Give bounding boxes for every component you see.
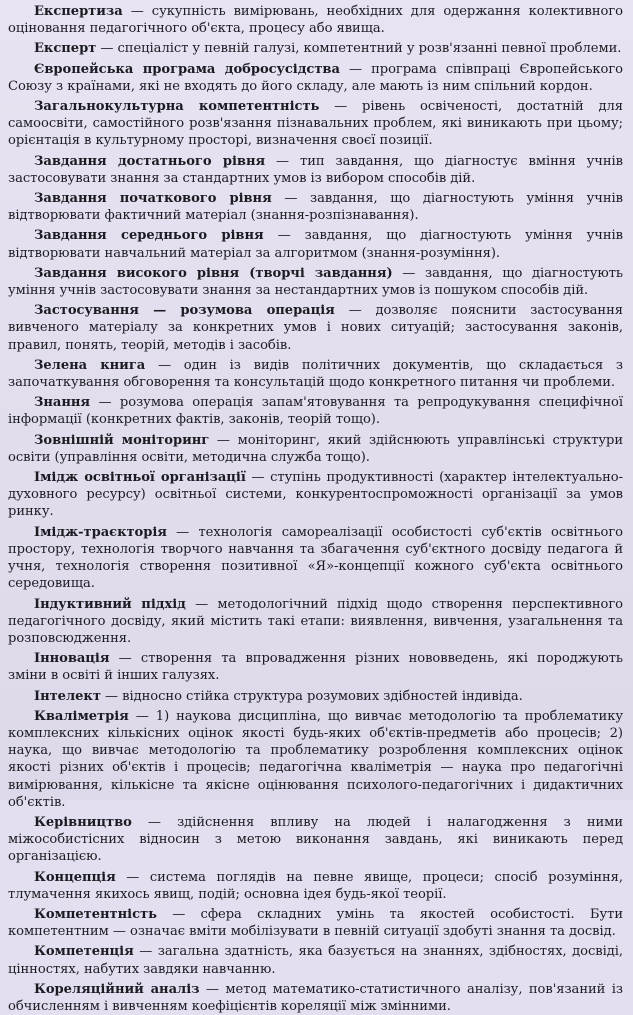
entry-definition: — дозволяє пояснити застосування вивченого матеріалу за конкретних умов і нових ситуацій; застосування законів, правил, понять, теорій, методів і засобів. — [8, 303, 624, 353]
entry-definition: — метод математико-статистичного аналізу, пов'язаний із обчисленням і вивченням коефіцієнтів кореляції між змінними. — [8, 981, 624, 1014]
entry-definition: — система поглядів на певне явище, процеси; спосіб розуміння, тлумачення якихось явищ, подій; основна ідея будь-якої теорії. — [8, 869, 623, 902]
entry-intelekt — [8, 688, 623, 705]
entry-term: Знання — [34, 395, 91, 411]
entry-kompetentsiia — [8, 943, 623, 977]
entry-definition: — програма співпраці Європейського Союзу з країнами, які не входять до його складу, але мають із ним спільний кордон. — [8, 61, 624, 94]
entry-zovnishnii-monitorynh — [8, 432, 623, 466]
entry-definition: — загальна здатність, яка базується на знаннях, здібностях, досвіді, цінностях, набутих завдяки навчанню. — [8, 944, 623, 977]
entry-definition: — сукупність вимірювань, необхідних для одержання колективного оціновання педагогічного об'єкта, процесу або явища. — [8, 4, 623, 37]
entry-definition: — 1) наукова дисципліна, що вивчає методологію та проблематику комплексних кількісних оцінок якості будь-яких об'єктів-предметів або процесів; 2) наука, що вивчає методологію та проблематику розроблення комплексних оцінок якості різних об'єктів і процесів; педагогічна кваліметрія — наука про педагогічні вимірювання, кількісне та якісне оцінювання психолого-педагогічних і дидактичних об'єктів. — [8, 708, 623, 810]
entry-definition: — здійснення впливу на людей і налагодження з ними міжособистісних відносин з метою виконання завдань, які виникають перед організацією. — [8, 814, 623, 865]
entry-term: Інтелект — [34, 688, 101, 704]
entry-term: Концепція — [34, 869, 116, 885]
entry-definition: — спеціаліст у певній галузі, компетентний у розв'язанні певної проблеми. — [96, 41, 622, 57]
entry-term: Завдання середнього рівня — [34, 228, 264, 244]
entry-zelena-knyha — [8, 357, 623, 391]
entry-term: Європейська програма добросусідства — [34, 61, 340, 77]
entry-definition: — один із видів політичних документів, що складається з започаткування обговорення та консультацій щодо конкретного питання чи проблеми. — [8, 357, 624, 391]
entry-definition: — завдання, що діагностують уміння учнів відтворювати навчальний матеріал за алгоритмом (знання-розуміння). — [8, 228, 623, 261]
entry-definition: — завдання, що діагностують уміння учнів відтворювати фактичний матеріал (знання-розпізнавання). — [8, 191, 623, 224]
entry-definition: — сфера складних умінь та якостей особистості. Бути компетентним — означає вміти мобілізувати в певній ситуації здобуті знання та досвід. — [8, 906, 623, 940]
entry-koreliatsiinyi-analiz — [8, 981, 623, 1015]
entry-imidzh-traiektoriia — [8, 524, 623, 593]
entry-definition: — тип завдання, що діагностує вміння учнів застосовувати знання за стандартних умов із вибором способів дій. — [8, 153, 623, 186]
entry-kompetentnist — [8, 906, 623, 940]
entry-term: Завдання достатнього рівня — [34, 153, 266, 169]
entry-term: Керівництво — [34, 814, 132, 830]
entry-term: Кореляційний аналіз — [34, 981, 200, 997]
entry-definition: — створення та впровадження різних нововведень, які породжують зміни в освіті й інших галузях. — [8, 651, 623, 684]
entry-term: Інновація — [34, 651, 110, 667]
entry-term: Імідж-траєкторія — [34, 524, 167, 540]
entry-term: Компетенція — [34, 944, 134, 960]
entry-term: Індуктивний підхід — [34, 596, 186, 612]
entry-zavdannia-vysokoho-rivnia — [8, 265, 623, 299]
entry-ekspert — [8, 40, 623, 57]
entry-yevropeiska-prohrama — [8, 61, 623, 95]
entry-term: Експерт — [34, 41, 97, 57]
entry-term: Експертиза — [34, 4, 123, 19]
entry-definition: — ступінь продуктивності (характер інтелектуально-духовного ресурсу) освітньої системи, конкурентоспроможності організації за умов ринку. — [8, 470, 623, 520]
entry-definition: — рівень освіченості, достатній для самоосвіти, самостійного розв'язання пізнавальних проблем, які виникають при цьому; орієнтація в культурному просторі, визначення своєї позиції. — [8, 99, 623, 149]
entry-term: Загальнокультурна компетентність — [34, 99, 320, 115]
entry-term: Зелена книга — [34, 357, 146, 373]
entry-ekspertyza — [8, 3, 623, 37]
entry-definition: — відносно стійка структура розумових здібностей індивіда. — [100, 688, 523, 704]
entry-term: Завдання високого рівня (творчі завдання) — [34, 265, 393, 281]
entry-induktyvnyi-pidkhid — [8, 596, 623, 648]
entry-definition: — моніторинг, який здійснюють управлінські структури освіти (управління освіти, методична служба тощо). — [8, 432, 623, 465]
entry-definition: — розумова операція запам'ятовування та репродукування специфічної інформації (конкретних фактів, законів, теорій тощо). — [8, 395, 623, 428]
entry-term: Зовнішній моніторинг — [34, 432, 210, 448]
entry-kontseptsiia — [8, 869, 623, 903]
entry-term: Компетентність — [34, 906, 157, 922]
entry-term: Застосування — розумова операція — [34, 303, 335, 319]
entry-innovatsiia — [8, 650, 623, 684]
entry-imidzh-osvitnoi-orhanizatsii — [8, 469, 623, 521]
entry-zavdannia-serednoho-rivnia — [8, 227, 623, 261]
entry-definition: — завдання, що діагностують уміння учнів застосовувати знання за нестандартних умов із пошуком способів дій. — [8, 265, 624, 299]
entry-zavdannia-dostatnoho-rivnia — [8, 153, 623, 187]
entry-term: Імідж освітньої організації — [34, 470, 246, 486]
entry-kerivnytstvo — [8, 814, 623, 866]
entry-term: Кваліметрія — [34, 708, 129, 724]
entry-definition: — методологічний підхід щодо створення перспективного педагогічного досвіду, який містить такі етапи: виявлення, вивчення, узагальнення та розповсюдження. — [8, 596, 624, 646]
entry-zahalnokulturna-kompetentnist — [8, 98, 623, 150]
entry-znannia — [8, 394, 623, 428]
entry-definition: — технологія самореалізації особистості суб'єктів освітнього простору, технологія творчого навчання та збагачення суб'єктного досвіду педагога й учня, технологія створення позитивної «Я»-концепції кожного суб'єкта освітнього середовища. — [8, 524, 623, 592]
entry-kvalimetriia — [8, 708, 623, 811]
entry-zavdannia-pochatkovoho-rivnia — [8, 190, 623, 224]
entry-term: Завдання початкового рівня — [34, 191, 272, 207]
entry-zastosuvannia — [8, 302, 623, 354]
